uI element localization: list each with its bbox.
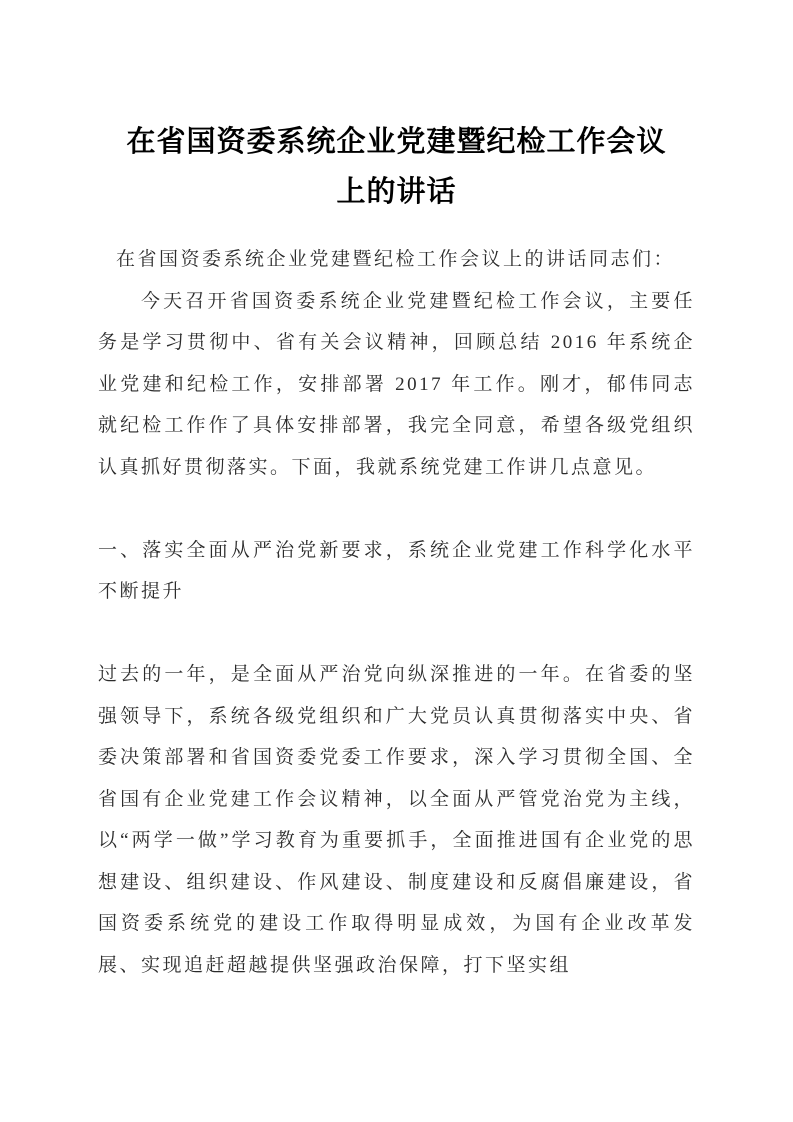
- intro-paragraph: 今天召开省国资委系统企业党建暨纪检工作会议，主要任务是学习贯彻中、省有关会议精神，回顾总结 2016 年系统企业党建和纪检工作，安排部署 2017 年工作。刚才，郁伟同志就纪检工作作了具体安排部署，我完全同意，希望各级党组织认真抓好贯彻落实。下面，我就系统党建工作讲几点意见。: [98, 290, 695, 478]
- document-title: [98, 117, 695, 217]
- document-body: [98, 239, 695, 986]
- document-title-line-2: 上的讲话: [336, 176, 457, 208]
- section-one-heading: 一、落实全面从严治党新要求，系统企业党建工作科学化水平不断提升: [98, 539, 695, 602]
- section-one-body-paragraph: 过去的一年，是全面从严治党向纵深推进的一年。在省委的坚强领导下，系统各级党组织和广大党员认真贯彻落实中央、省委决策部署和省国资委党委工作要求，深入学习贯彻全国、全省国有企业党建工作会议精神，以全面从严管党治党为主线，以“两学一做”学习教育为重要抓手，全面推进国有企业党的思想建设、组织建设、作风建设、制度建设和反腐倡廉建设，省国资委系统党的建设工作取得明显成效，为国有企业改革发展、实现追赶超越提供坚强政治保障，打下坚实组: [98, 664, 695, 976]
- document-title-line-1: 在省国资委系统企业党建暨纪检工作会议: [126, 126, 667, 158]
- salutation-paragraph: 在省国资委系统企业党建暨纪检工作会议上的讲话同志们：: [116, 249, 676, 270]
